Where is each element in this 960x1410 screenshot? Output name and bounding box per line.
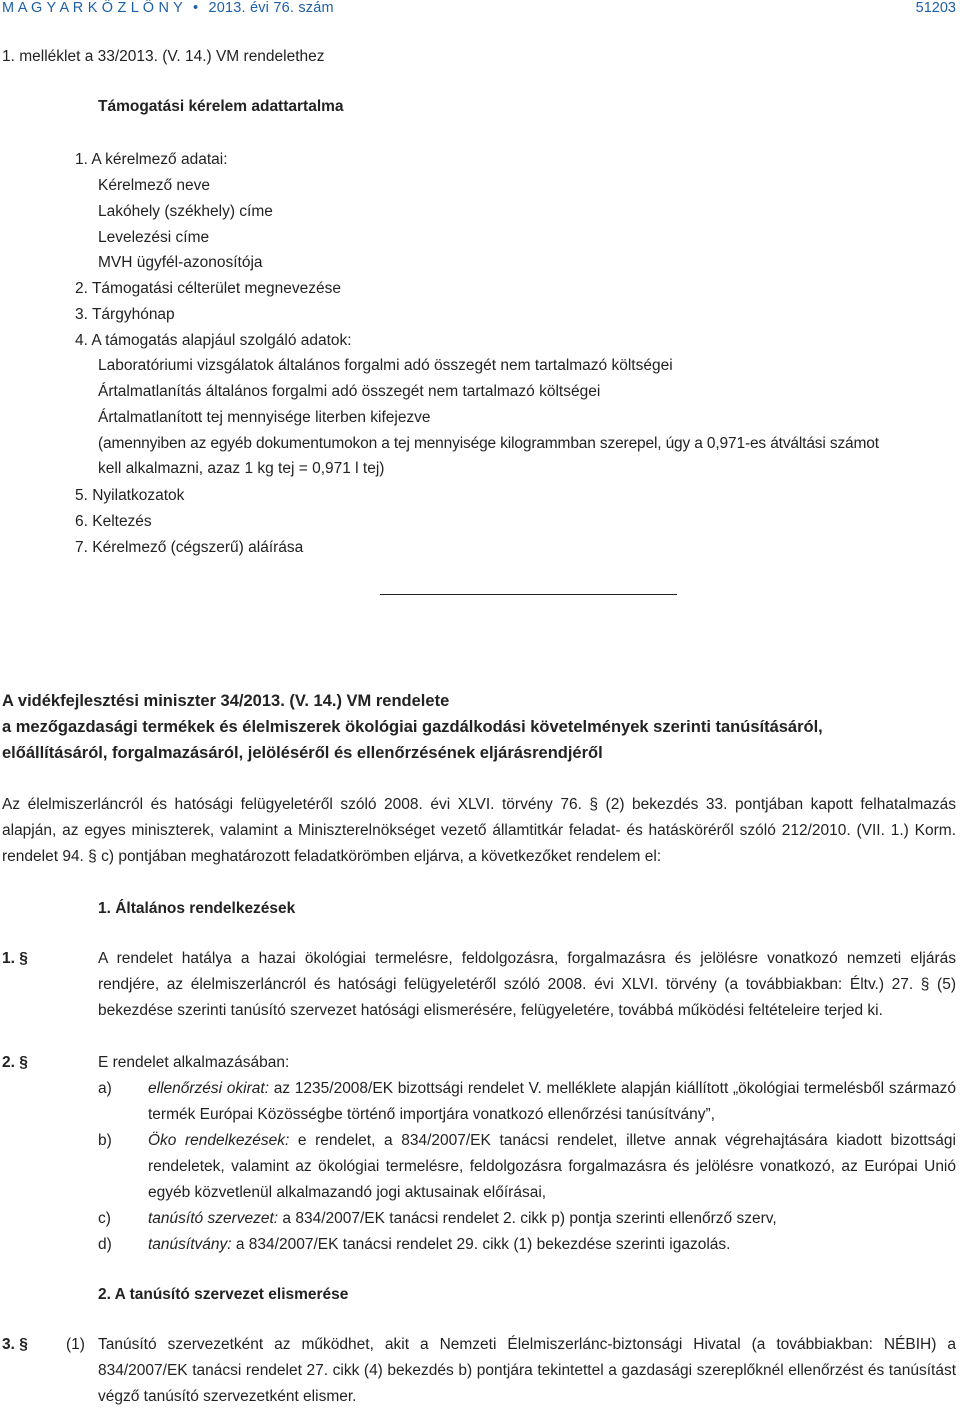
annex-item: kell alkalmazni, azaz 1 kg tej = 0,971 l tej) (98, 460, 385, 477)
issue-label: 2013. évi 76. szám (208, 0, 334, 16)
chapter-heading: 1. Általános rendelkezések (98, 900, 296, 917)
annex-item: (amennyiben az egyéb dokumentumokon a tej mennyisége kilogrammban szerepel, úgy a 0,971-es átváltási számot (98, 435, 879, 452)
annex-item: 4. A támogatás alapjául szolgáló adatok: (75, 332, 352, 349)
annex-item: 3. Tárgyhónap (75, 306, 175, 323)
subsection-number: (1) (66, 1336, 85, 1353)
definition-term: Öko rendelkezések: (148, 1132, 290, 1149)
definition-label: c) (98, 1210, 111, 1227)
annex-item: Ártalmatlanítás általános forgalmi adó összegét nem tartalmazó költségei (98, 383, 601, 400)
annex-item: Laboratóriumi vizsgálatok általános forgalmi adó összegét nem tartalmazó költségei (98, 357, 673, 374)
definition-text (148, 1206, 956, 1232)
definition-text (148, 1128, 956, 1206)
header-bullet: • (192, 0, 199, 16)
section-number: 2. § (2, 1054, 28, 1071)
decree-subtitle: a mezőgazdasági termékek és élelmiszerek ökológiai gazdálkodási követelmények szerinti tanúsításáról, (2, 718, 823, 736)
definition-label: b) (98, 1132, 112, 1149)
annex-item: Levelezési címe (98, 229, 210, 246)
page-number: 51203 (915, 0, 956, 16)
definition-body: a 834/2007/EK tanácsi rendelet 2. cikk p) pontja szerinti ellenőrző szerv, (278, 1210, 777, 1227)
definition-body: e rendelet, a 834/2007/EK tanácsi rendelet, illetve annak végrehajtására kiadott bizottsági rendeletek, valamint az ökológiai termelésre, feldolgozásra forgalmazásra és jelölésre vonatkozó, az Európai Unió egyéb közvetlenül alkalmazandó jogi aktusainak előírásai, (148, 1132, 956, 1201)
annex-item: Lakóhely (székhely) címe (98, 203, 273, 220)
chapter-heading: 2. A tanúsító szervezet elismerése (98, 1286, 349, 1303)
annex-item: 1. A kérelmező adatai: (75, 151, 228, 168)
definition-label: d) (98, 1236, 112, 1253)
section-intro: E rendelet alkalmazásában: (98, 1054, 290, 1071)
section-number: 1. § (2, 950, 28, 967)
annex-item: Ártalmatlanított tej mennyisége literben kifejezve (98, 409, 431, 426)
annex-heading: Támogatási kérelem adattartalma (98, 98, 344, 115)
journal-header (2, 0, 334, 16)
annex-item: 6. Keltezés (75, 513, 152, 530)
definition-text (148, 1076, 956, 1128)
preamble: Az élelmiszerláncról és hatósági felügyeletéről szóló 2008. évi XLVI. törvény 76. § (2) bekezdés 33. pontjában kapott felhatalmazás alapján, az egyes miniszterek, valamint a Miniszterelnökséget vezető államtitkár feladat- és hatásköréről szóló 212/2010. (VII. 1.) Korm. rendelet 94. § c) pontjában meghatározott feladatkörömben eljárva, a következőket rendelem el: (2, 796, 956, 865)
definition-term: tanúsító szervezet: (148, 1210, 279, 1227)
section-text: Tanúsító szervezetként az működhet, akit a Nemzeti Élelmiszerlánc-biztonsági Hivatal (a továbbiakban: NÉBIH) a 834/2007/EK tanácsi rendelet 27. cikk (4) bekezdés b) pontjára tekintettel a gazdasági szereplőknél ellenőrzést és tanúsítást végző tanúsító szervezetként elismer. (98, 1336, 956, 1405)
definition-text (148, 1232, 956, 1258)
annex-item: MVH ügyfél-azonosítója (98, 254, 263, 271)
section-text: A rendelet hatálya a hazai ökológiai termelésre, feldolgozásra, forgalmazásra és jelölésre vonatkozó nemzeti eljárás rendjére, az élelmiszerláncról és hatósági felügyeletéről szóló 2008. évi XLVI. törvény (a továbbiakban: Éltv.) 27. § (5) bekezdése szerinti tanúsító szervezet hatósági elismerésére, felügyeletére, továbbá működési feltételeire terjed ki. (98, 950, 956, 1019)
signature-line (380, 594, 677, 595)
definition-term: tanúsítvány: (148, 1236, 232, 1253)
annex-item: Kérelmező neve (98, 177, 211, 194)
annex-item: 2. Támogatási célterület megnevezése (75, 280, 341, 297)
annex-item: 7. Kérelmező (cégszerű) aláírása (75, 539, 304, 556)
annex-title: 1. melléklet a 33/2013. (V. 14.) VM rendelethez (2, 48, 325, 65)
definition-body: az 1235/2008/EK bizottsági rendelet V. melléklete alapján kiállított „ökológiai termelésből származó termék Európai Közösségbe történő importjára vonatkozó ellenőrzési tanúsítvány”, (148, 1080, 957, 1123)
decree-title: A vidékfejlesztési miniszter 34/2013. (V. 14.) VM rendelete (2, 692, 450, 710)
annex-item: 5. Nyilatkozatok (75, 487, 185, 504)
definition-body: a 834/2007/EK tanácsi rendelet 29. cikk (1) bekezdése szerinti igazolás. (231, 1236, 731, 1253)
journal-name: M A G Y A R K Ö Z L Ö N Y (2, 0, 183, 16)
section-number: 3. § (2, 1336, 28, 1353)
definition-term: ellenőrzési okirat: (148, 1080, 270, 1097)
decree-subtitle: előállításáról, forgalmazásáról, jelöléséről és ellenőrzésének eljárásrendjéről (2, 744, 603, 762)
definition-label: a) (98, 1080, 112, 1097)
